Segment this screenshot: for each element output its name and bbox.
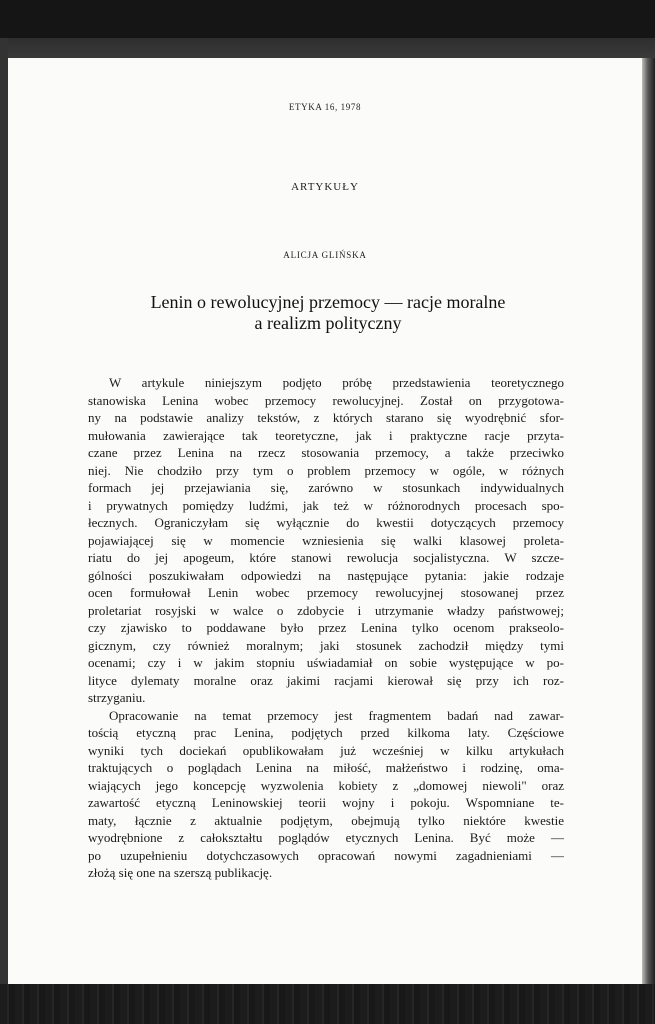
article-title <box>68 292 588 334</box>
text-line: ocenami; czy i w jakim stopniu uświadamiał on sobie występujące w po- <box>88 655 564 670</box>
text-line: riatu do jej apogeum, które stanowi rewolucja socjalistyczna. W szcze- <box>88 550 564 565</box>
text-line: wyniki tych dociekań opublikowałam już wcześniej w kilku artykułach <box>88 742 564 758</box>
text-line: pojawiającej się w momencie wzniesienia się walki klasowej proleta- <box>88 532 564 548</box>
text-line: czane przez Lenina na rzecz stosowania przemocy, a także przeciwko <box>88 445 564 460</box>
text-line: lityce dylematy moralne oraz jakimi racjami kierował się przy ich roz- <box>88 672 564 688</box>
text-line: maty, łącznie z aktualnie podjętym, obejmują tylko niektóre kwestie <box>88 812 564 828</box>
text-line: traktujących o poglądach Lenina na miłość, małżeństwo i rodzinę, oma- <box>88 760 564 775</box>
text-line: wyodrębnione z całokształtu poglądów etycznych Lenina. Być może — <box>88 830 564 845</box>
text-line: proletariat rosyjski w walce o zdobycie i utrzymanie władzy państwowej; <box>88 602 564 618</box>
page-right-edge <box>642 58 655 984</box>
text-line: formach jej przejawiania się, zarówno w stosunkach indywidualnych <box>88 480 564 495</box>
text-line: ocen formułował Lenin wobec przemocy rewolucyjnej stosowanej przez <box>88 585 564 600</box>
running-header: ETYKA 16, 1978 <box>288 102 362 112</box>
author-name: ALICJA GLIŃSKA <box>283 250 367 260</box>
text-line: niej. Nie chodziło przy tym o problem przemocy w ogóle, w różnych <box>88 462 564 478</box>
scan-bottom-border <box>0 984 655 1024</box>
title-line: Lenin o rewolucyjnej przemocy — racje moralne <box>150 292 506 312</box>
text-line: W artykule niniejszym podjęto próbę przedstawienia teoretycznego <box>109 375 564 390</box>
text-line: tością etyczną prac Lenina, podjętych przed kilkoma laty. Częściowe <box>88 725 564 740</box>
text-line: strzyganiu. <box>88 690 146 705</box>
paragraph <box>88 374 564 707</box>
scan-left-edge <box>0 38 8 984</box>
scan-edge <box>0 38 655 58</box>
text-line: czy zjawisko to poddawane było przez Lenina tylko ocenom prakseolo- <box>88 620 564 635</box>
text-line: zawartość etyczną Leninowskiej teorii wojny i pokoju. Wspomniane te- <box>88 795 564 810</box>
text-line: wiających jego koncepcję wyzwolenia kobiety z „domowej niewoli" oraz <box>88 777 564 793</box>
text-line: mułowania zawierające tak teoretyczne, jak i praktyczne racje przyta- <box>88 427 564 443</box>
title-line: a realizm polityczny <box>254 313 402 333</box>
paragraph <box>88 707 564 882</box>
text-line: stanowiska Lenina wobec przemocy rewolucyjnej. Został on przygotowa- <box>88 392 564 408</box>
text-line: ny na podstawie analizy tekstów, z których starano się wyodrębnić sfor- <box>88 410 564 425</box>
section-heading: ARTYKUŁY <box>291 181 359 193</box>
text-line: gicznym, czy również moralnym; jaki stosunek zachodził między tymi <box>88 637 564 653</box>
text-line: łecznych. Ograniczyłam się wyłącznie do kwestii dotyczących przemocy <box>88 515 564 530</box>
text-line: i prywatnych pomiędzy ludźmi, jak też w różnorodnych procesach spo- <box>88 497 564 513</box>
text-line: po uzupełnieniu dotychczasowych opracowań nowymi zagadnieniami — <box>88 847 564 863</box>
page <box>8 58 642 984</box>
scan-top-border <box>0 0 655 38</box>
article-body <box>88 374 564 882</box>
text-line: gólności poszukiwałam odpowiedzi na następujące pytania: jakie rodzaje <box>88 567 564 583</box>
text-line: Opracowanie na temat przemocy jest fragmentem badań nad zawar- <box>109 707 564 723</box>
text-line: złożą się one na szerszą publikację. <box>88 865 273 880</box>
